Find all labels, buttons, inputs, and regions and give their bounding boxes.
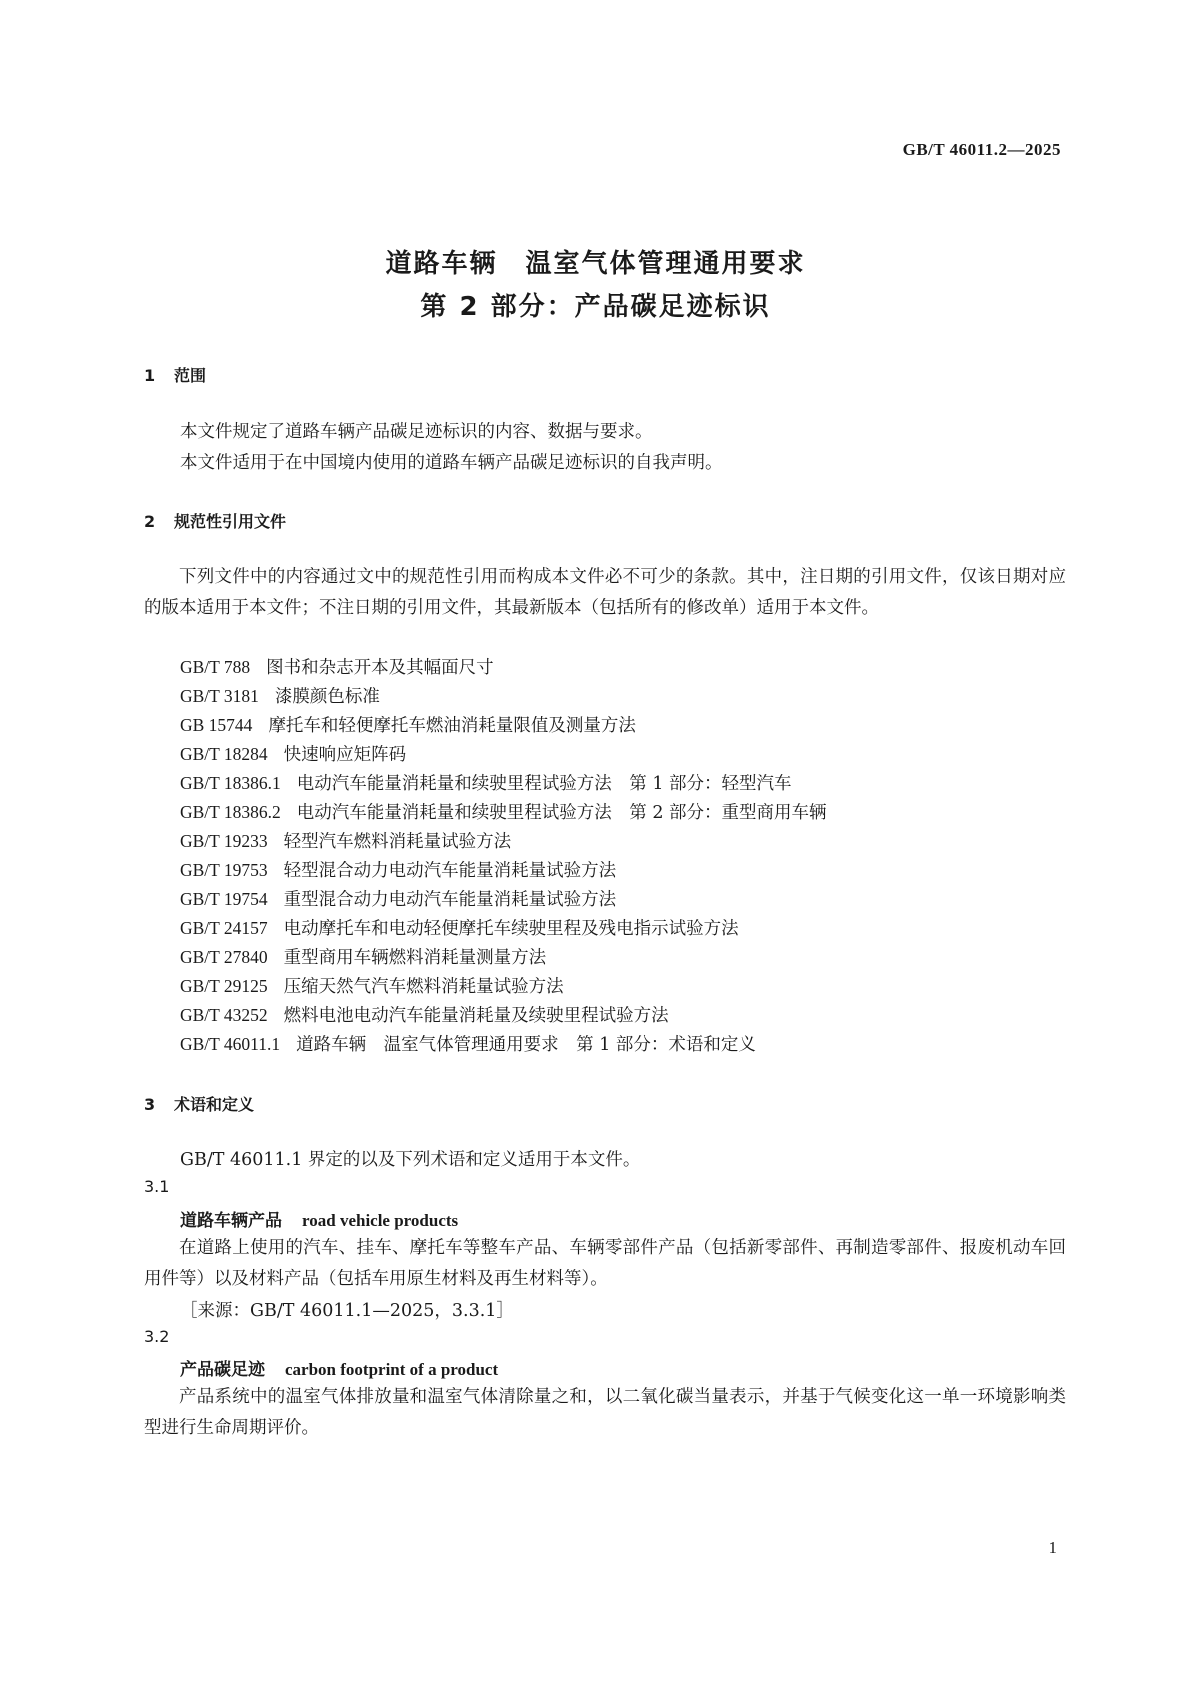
section-number: 3 [144, 1095, 156, 1114]
section-1-heading [144, 363, 206, 386]
reference-item: GB/T 18386.2 电动汽车能量消耗量和续驶里程试验方法 第 2 部分：重型商用车辆 [180, 802, 827, 823]
term-definition: 产品系统中的温室气体排放量和温室气体清除量之和，以二氧化碳当量表示，并基于气候变化这一单一环境影响类型进行生命周期评价。 [144, 1387, 1066, 1438]
term-name: 产品碳足迹 carbon footprint of a product [180, 1360, 499, 1380]
term-number: 3.1 [144, 1177, 170, 1196]
reference-item: GB/T 19753 轻型混合动力电动汽车能量消耗量试验方法 [180, 860, 617, 881]
document-title-line1: 道路车辆 温室气体管理通用要求 [385, 249, 806, 279]
section-1-paragraph: 本文件适用于在中国境内使用的道路车辆产品碳足迹标识的自我声明。 [180, 453, 723, 473]
reference-item: GB/T 24157 电动摩托车和电动轻便摩托车续驶里程及残电指示试验方法 [180, 918, 739, 939]
section-2-intro: 下列文件中的内容通过文中的规范性引用而构成本文件必不可少的条款。其中，注日期的引用文件，仅该日期对应的版本适用于本文件；不注日期的引用文件，其最新版本（包括所有的修改单）适用于本文件。 [144, 567, 1066, 618]
term-definition: 在道路上使用的汽车、挂车、摩托车等整车产品、车辆零部件产品（包括新零部件、再制造零部件、报废机动车回用件等）以及材料产品（包括车用原生材料及再生材料等）。 [144, 1238, 1066, 1289]
section-2-heading [144, 509, 286, 532]
section-1-paragraph: 本文件规定了道路车辆产品碳足迹标识的内容、数据与要求。 [180, 422, 653, 442]
reference-item: GB/T 788 图书和杂志开本及其幅面尺寸 [180, 657, 494, 678]
reference-item: GB/T 27840 重型商用车辆燃料消耗量测量方法 [180, 947, 547, 968]
reference-item: GB/T 43252 燃料电池电动汽车能量消耗量及续驶里程试验方法 [180, 1005, 669, 1026]
section-3-intro: GB/T 46011.1 界定的以及下列术语和定义适用于本文件。 [180, 1150, 641, 1170]
term-source: ［来源：GB/T 46011.1—2025，3.3.1］ [180, 1301, 514, 1321]
document-title-line2: 第 2 部分：产品碳足迹标识 [420, 292, 771, 322]
reference-item: GB/T 3181 漆膜颜色标准 [180, 686, 380, 707]
term-name: 道路车辆产品 road vehicle products [180, 1211, 459, 1231]
section-number: 2 [144, 512, 156, 531]
reference-item: GB/T 18284 快速响应矩阵码 [180, 744, 407, 765]
reference-item: GB/T 19233 轻型汽车燃料消耗量试验方法 [180, 831, 512, 852]
section-title: 范围 [174, 366, 207, 385]
standard-code: GB/T 46011.2—2025 [902, 140, 1061, 159]
section-number: 1 [144, 366, 156, 385]
section-title: 术语和定义 [174, 1095, 255, 1114]
reference-item: GB/T 46011.1 道路车辆 温室气体管理通用要求 第 1 部分：术语和定义 [180, 1034, 756, 1055]
reference-item: GB/T 18386.1 电动汽车能量消耗量和续驶里程试验方法 第 1 部分：轻型汽车 [180, 773, 792, 794]
reference-item: GB 15744 摩托车和轻便摩托车燃油消耗量限值及测量方法 [180, 715, 636, 736]
section-title: 规范性引用文件 [174, 512, 287, 531]
section-3-heading [144, 1092, 254, 1115]
reference-item: GB/T 19754 重型混合动力电动汽车能量消耗量试验方法 [180, 889, 617, 910]
page-number: 1 [1048, 1538, 1057, 1557]
term-number: 3.2 [144, 1327, 170, 1346]
reference-item: GB/T 29125 压缩天然气汽车燃料消耗量试验方法 [180, 976, 564, 997]
